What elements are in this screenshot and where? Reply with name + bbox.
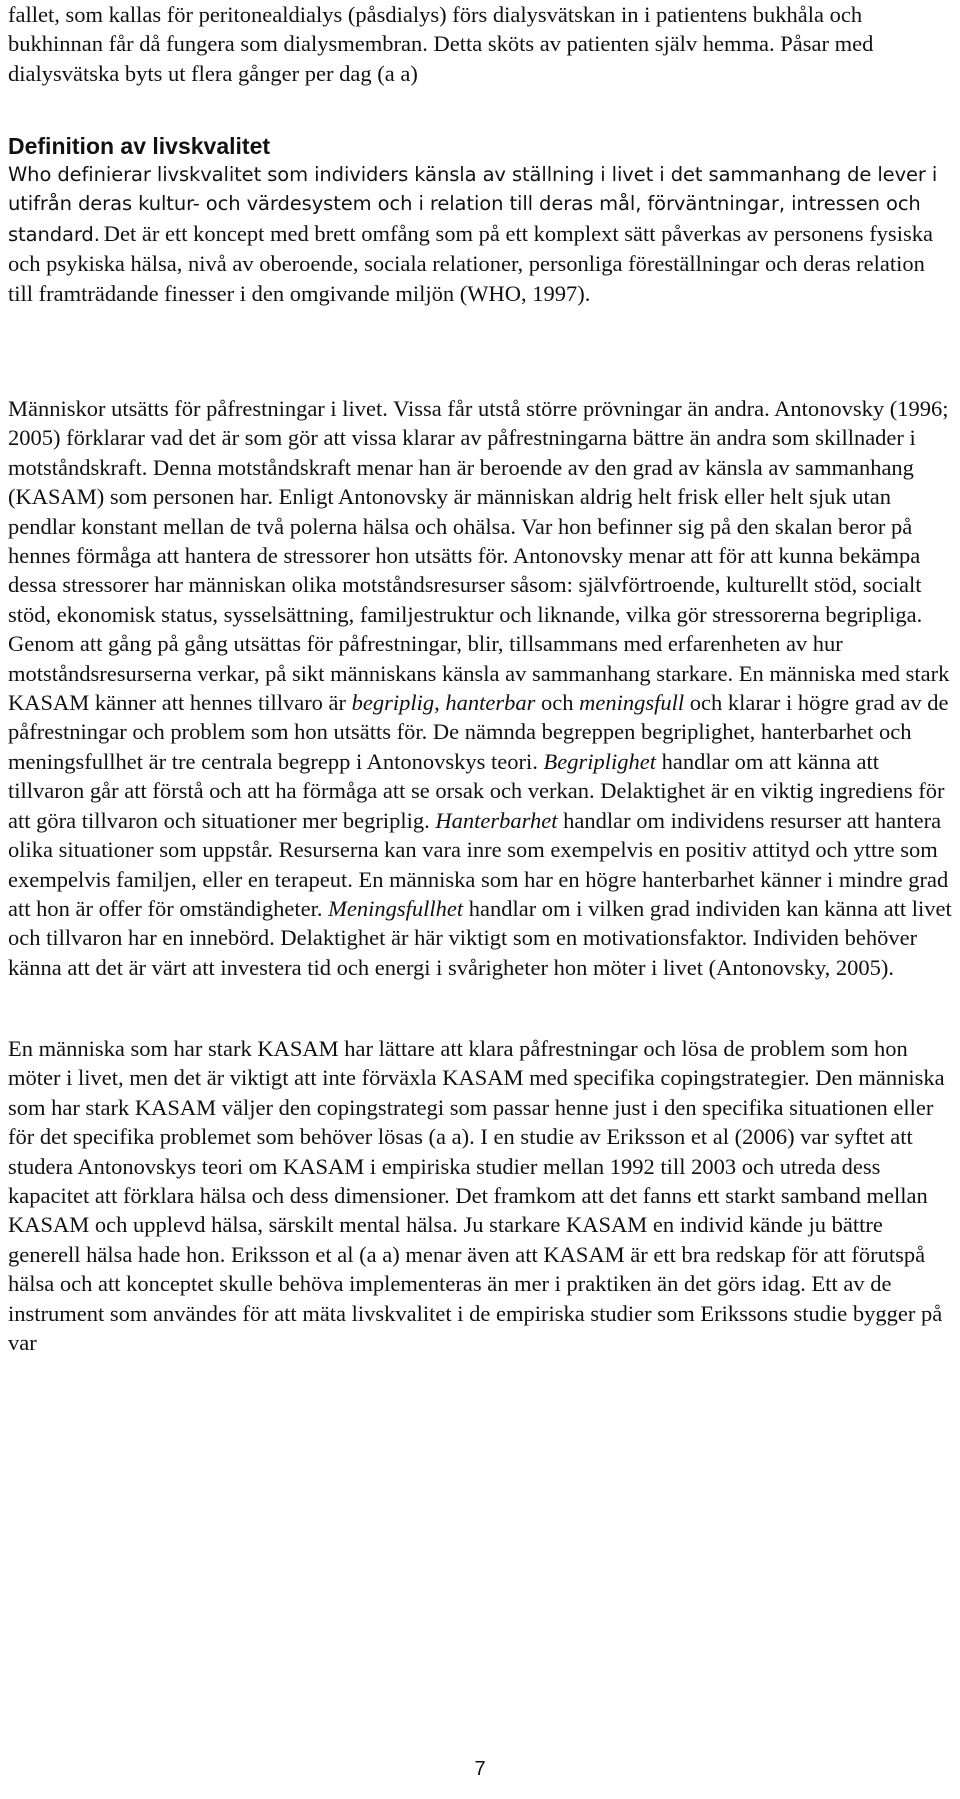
text-run: handlar om i vilken grad individen kan känna att livet och tillvaron har en innebörd. Delaktighet är här viktigt som en motivationsfaktor. Individen behöver känna att det är värt att investera tid och energi i svårigheter hon möter i livet (Antonovsky, 2005).	[8, 895, 952, 980]
paragraph-definition	[8, 160, 952, 308]
section-heading: Definition av livskvalitet	[8, 133, 271, 159]
paragraph-dialysis: fallet, som kallas för peritonealdialys (påsdialys) förs dialysvätskan in i patientens bukhåla och bukhinnan får då fungera som dialysmembran. Detta sköts av patienten själv hemma. Påsar med dialysvätska byts ut flera gånger per dag (a a)	[8, 2, 874, 86]
term-hanterbarhet: Hanterbarhet	[435, 807, 558, 833]
text-run: handlar om att känna att tillvaron går att förstå och att ha förmåga att se orsak och verkan. Delaktighet är en viktig ingrediens för att göra tillvaron och situationer mer begriplig.	[8, 748, 945, 833]
term-begriplig: begriplig	[351, 690, 435, 716]
definition-concept-text: Det är ett koncept med brett omfång som på ett komplext sätt påverkas av personens fysiska och psykiska hälsa, nivå av oberoende, sociala relationer, personliga föreställningar och deras relation till framträdande finesser i den omgivande miljön (WHO, 1997).	[8, 220, 933, 306]
term-begriplighet: Begriplighet	[543, 748, 656, 774]
paragraph-kasam-studies: En människa som har stark KASAM har lättare att klara påfrestningar och lösa de problem som hon möter i livet, men det är viktigt att inte förväxla KASAM med specifika copingstrategier. Den människa som har stark KASAM väljer den copingstrategi som passar henne just i den specifika situationen eller för det specifika problemet som behöver lösas (a a). I en studie av Eriksson et al (2006) var syftet att studera Antonovskys teori om KASAM i empiriska studier mellan 1992 till 2003 och utreda dess kapacitet att förklara hälsa och dess dimensioner. Det framkom att det fanns ett starkt samband mellan KASAM och upplevd hälsa, särskilt mental hälsa. Ju starkare KASAM en individ kände ju bättre generell hälsa hade hon. Eriksson et al (a a) menar även att KASAM är ett bra redskap för att förutspå hälsa och att konceptet skulle behöva implementeras än mer i praktiken än det görs idag. Ett av de instrument som användes för att mäta livskvalitet i de empiriska studier som Erikssons studie bygger på var	[8, 1036, 945, 1356]
text-run: handlar om individens resurser att hantera olika situationer som uppstår. Resurserna kan vara inre som exempelvis en positiv attityd och yttre som exempelvis familjen, eller en terapeut. En människa som har en högre hanterbarhet känner i mindre grad att hon är offer för omständigheter.	[8, 807, 949, 921]
paragraph-kasam-theory	[8, 394, 952, 982]
text-run: och klarar i högre grad av de påfrestningar och problem som hon utsätts för. De nämnda begreppen begriplighet, hanterbarhet och meningsfullhet är tre centrala begrepp i Antonovskys teori.	[8, 690, 949, 774]
term-meningsfullhet: Meningsfullhet	[328, 895, 464, 921]
definition-who-text: Who definierar livskvalitet som individers känsla av ställning i livet i det sammanhang de lever i utifrån deras kultur- och värdesystem och i relation till deras mål, förväntningar, intressen och standard.	[8, 163, 938, 246]
text-run: och	[541, 690, 574, 716]
page-number: 7	[474, 1758, 486, 1780]
term-meningsfull: meningsfull	[579, 690, 685, 716]
term-hanterbar: hanterbar	[445, 690, 536, 716]
text-run: Människor utsätts för påfrestningar i livet. Vissa får utstå större prövningar än andra. Antonovsky (1996; 2005) förklarar vad det är som gör att vissa klarar av påfrestningarna bättre än andra som skillnader i motståndskraft. Denna motståndskraft menar han är beroende av den grad av känsla av sammanhang (KASAM) som personen har. Enligt Antonovsky är människan aldrig helt frisk eller helt sjuk utan pendlar konstant mellan de två polerna hälsa och ohälsa. Var hon befinner sig på den skalan beror på hennes förmåga att hantera de stressorer hon utsätts för. Antonovsky menar att för att kunna bekämpa dessa stressorer har människan olika motståndsresurser såsom: självförtroende, kulturellt stöd, socialt stöd, ekonomisk status, sysselsättning, familjestruktur och liknande, vilka gör stressorerna begripliga. Genom att gång på gång utsättas för påfrestningar, blir, tillsammans med erfarenheten av hur motståndsresurserna verkar, på sikt människans känsla av sammanhang starkare. En människa med stark KASAM känner att hennes tillvaro är	[8, 396, 950, 716]
text-run: ,	[434, 690, 440, 716]
